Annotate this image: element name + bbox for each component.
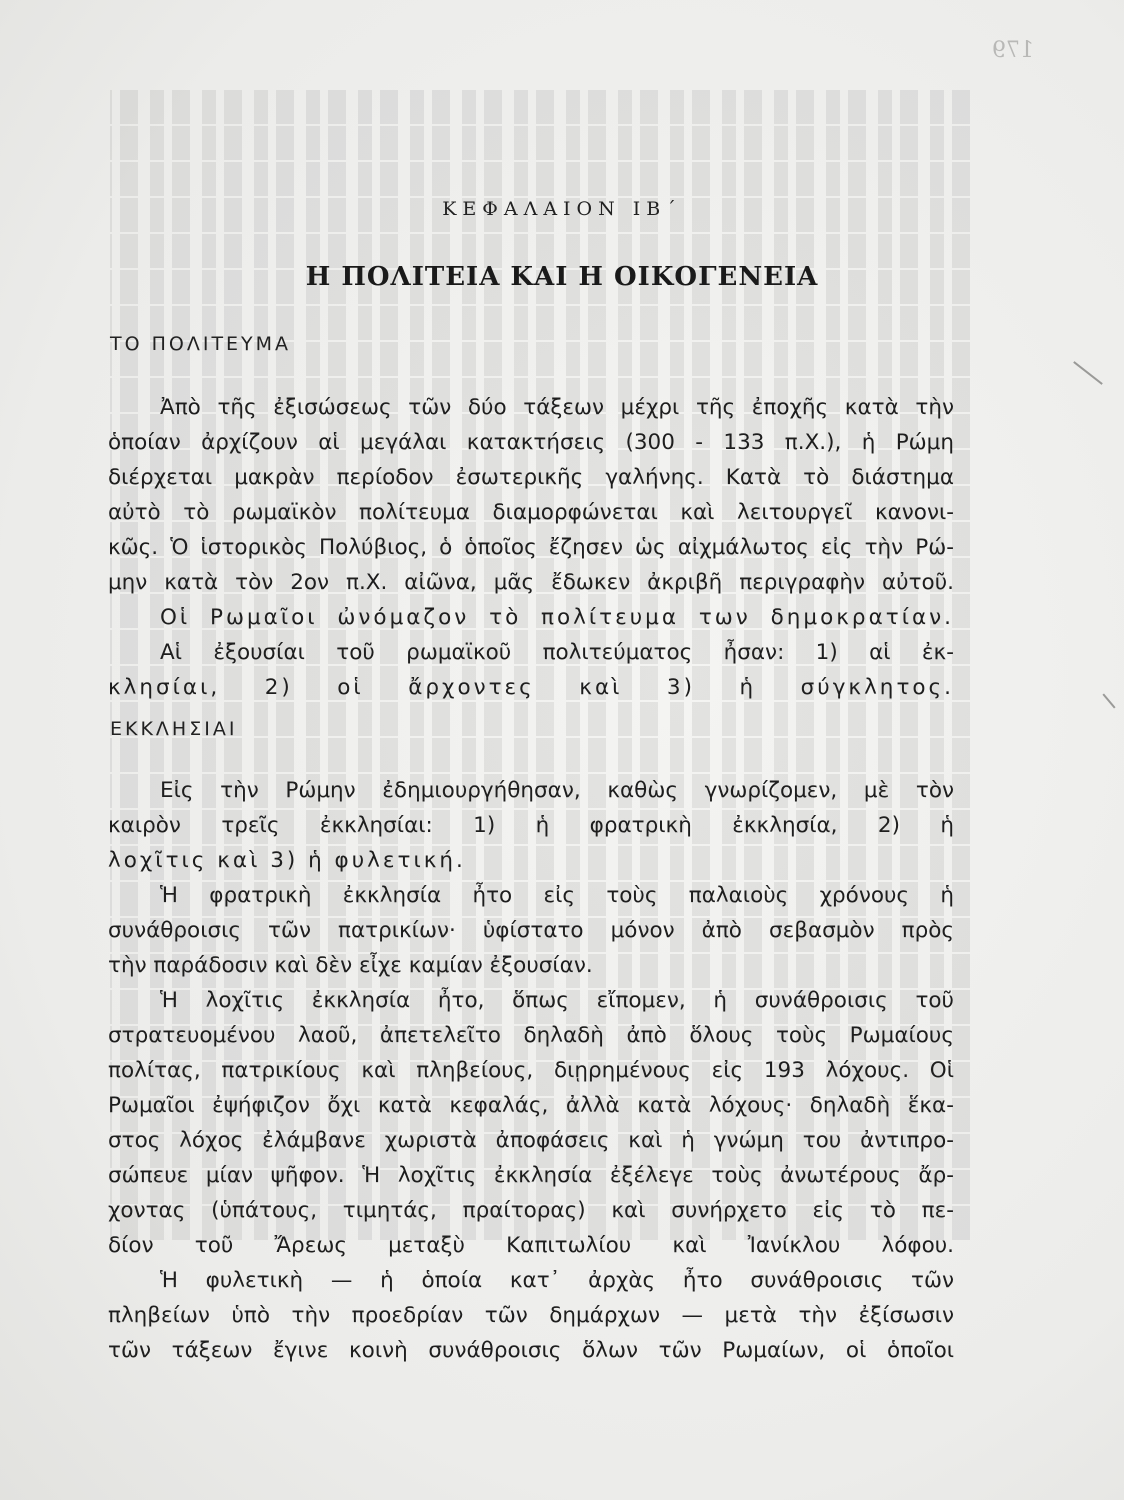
text-block-ekklisiai bbox=[108, 773, 954, 1368]
text-line: διέρχεται μακρὰν περίοδον ἐσωτερικῆς γαλήνης. Κατὰ τὸ διάστημα bbox=[108, 465, 954, 490]
text-line: λοχῖτις καὶ 3) ἡ φυλετική. bbox=[108, 848, 466, 873]
text-line: Ἡ φρατρικὴ ἐκκλησία ἦτο εἰς τοὺς παλαιοὺς χρόνους ἡ bbox=[160, 883, 954, 908]
paper-edge-mark bbox=[1102, 693, 1115, 708]
text-line: χοντας (ὑπάτους, τιμητάς, πραίτορας) καὶ συνήρχετο εἰς τὸ πε- bbox=[108, 1198, 954, 1223]
paper-edge-mark bbox=[1073, 361, 1103, 385]
text-line: στος λόχος ἐλάμβανε χωριστὰ ἀποφάσεις καὶ ἡ γνώμη του ἀντιπρο- bbox=[108, 1128, 954, 1153]
section-heading-politeuma: ΤΟ ΠΟΛΙΤΕΥΜΑ bbox=[110, 333, 292, 355]
page-number: 179 bbox=[992, 38, 1034, 63]
text-line: σώπευε μίαν ψῆφον. Ἡ λοχῖτις ἐκκλησία ἐξέλεγε τοὺς ἀνωτέρους ἄρ- bbox=[108, 1163, 954, 1188]
text-line: δίον τοῦ Ἄρεως μεταξὺ Καπιτωλίου καὶ Ἰανίκλου λόφου. bbox=[108, 1233, 954, 1258]
section-heading-ekklisiai: ΕΚΚΛΗΣΙΑΙ bbox=[110, 718, 238, 740]
text-line: στρατευομένου λαοῦ, ἀπετελεῖτο δηλαδὴ ἀπὸ ὅλους τοὺς Ρωμαίους bbox=[108, 1023, 954, 1048]
text-line: Ἀπὸ τῆς ἐξισώσεως τῶν δύο τάξεων μέχρι τῆς ἐποχῆς κατὰ τὴν bbox=[160, 395, 954, 420]
text-line: κῶς. Ὁ ἱστορικὸς Πολύβιος, ὁ ὁποῖος ἔζησεν ὡς αἰχμάλωτος εἰς τὴν Ρώ- bbox=[108, 535, 954, 560]
text-line: Ἡ λοχῖτις ἐκκλησία ἦτο, ὅπως εἴπομεν, ἡ συνάθροισις τοῦ bbox=[160, 988, 954, 1013]
text-line: πολίτας, πατρικίους καὶ πληβείους, διῃρημένους εἰς 193 λόχους. Οἱ bbox=[108, 1058, 954, 1083]
chapter-title: Η ΠΟΛΙΤΕΙΑ ΚΑΙ Η ΟΙΚΟΓΕΝΕΙΑ bbox=[305, 262, 819, 292]
text-line: Αἱ ἐξουσίαι τοῦ ρωμαϊκοῦ πολιτεύματος ἦσαν: 1) αἱ ἐκ- bbox=[160, 640, 954, 665]
text-line: ὁποίαν ἀρχίζουν αἱ μεγάλαι κατακτήσεις (300 - 133 π.Χ.), ἡ Ρώμη bbox=[108, 430, 954, 455]
text-line: Ἡ φυλετικὴ — ἡ ὁποία κατ᾽ ἀρχὰς ἦτο συνάθροισις τῶν bbox=[160, 1268, 954, 1293]
text-line: αὐτὸ τὸ ρωμαϊκὸν πολίτευμα διαμορφώνεται καὶ λειτουργεῖ κανονι- bbox=[108, 500, 954, 525]
text-line: Εἰς τὴν Ρώμην ἐδημιουργήθησαν, καθὼς γνωρίζομεν, μὲ τὸν bbox=[160, 778, 954, 803]
text-line: Οἱ Ρωμαῖοι ὠνόμαζον τὸ πολίτευμα των δημοκρατίαν. bbox=[160, 605, 954, 630]
text-line: τῶν τάξεων ἔγινε κοινὴ συνάθροισις ὅλων τῶν Ρωμαίων, οἱ ὁποῖοι bbox=[108, 1338, 954, 1363]
text-line: μην κατὰ τὸν 2ον π.Χ. αἰῶνα, μᾶς ἔδωκεν ἀκριβῆ περιγραφὴν αὐτοῦ. bbox=[108, 570, 954, 595]
text-line: Ρωμαῖοι ἐψήφιζον ὄχι κατὰ κεφαλάς, ἀλλὰ κατὰ λόχους· δηλαδὴ ἕκα- bbox=[108, 1093, 954, 1118]
text-line: συνάθροισις τῶν πατρικίων· ὑφίστατο μόνον ἀπὸ σεβασμὸν πρὸς bbox=[108, 918, 954, 943]
chapter-label: ΚΕΦΑΛΑΙΟΝ ΙΒ΄ bbox=[442, 198, 682, 220]
text-block-politeuma bbox=[108, 390, 954, 705]
text-line: πληβείων ὑπὸ τὴν προεδρίαν τῶν δημάρχων — μετὰ τὴν ἐξίσωσιν bbox=[108, 1303, 954, 1328]
text-line: κλησίαι, 2) οἱ ἄρχοντες καὶ 3) ἡ σύγκλητος. bbox=[108, 675, 954, 700]
text-line: καιρὸν τρεῖς ἐκκλησίαι: 1) ἡ φρατρικὴ ἐκκλησία, 2) ἡ bbox=[108, 813, 954, 838]
text-line: τὴν παράδοσιν καὶ δὲν εἶχε καμίαν ἐξουσίαν. bbox=[108, 953, 593, 978]
